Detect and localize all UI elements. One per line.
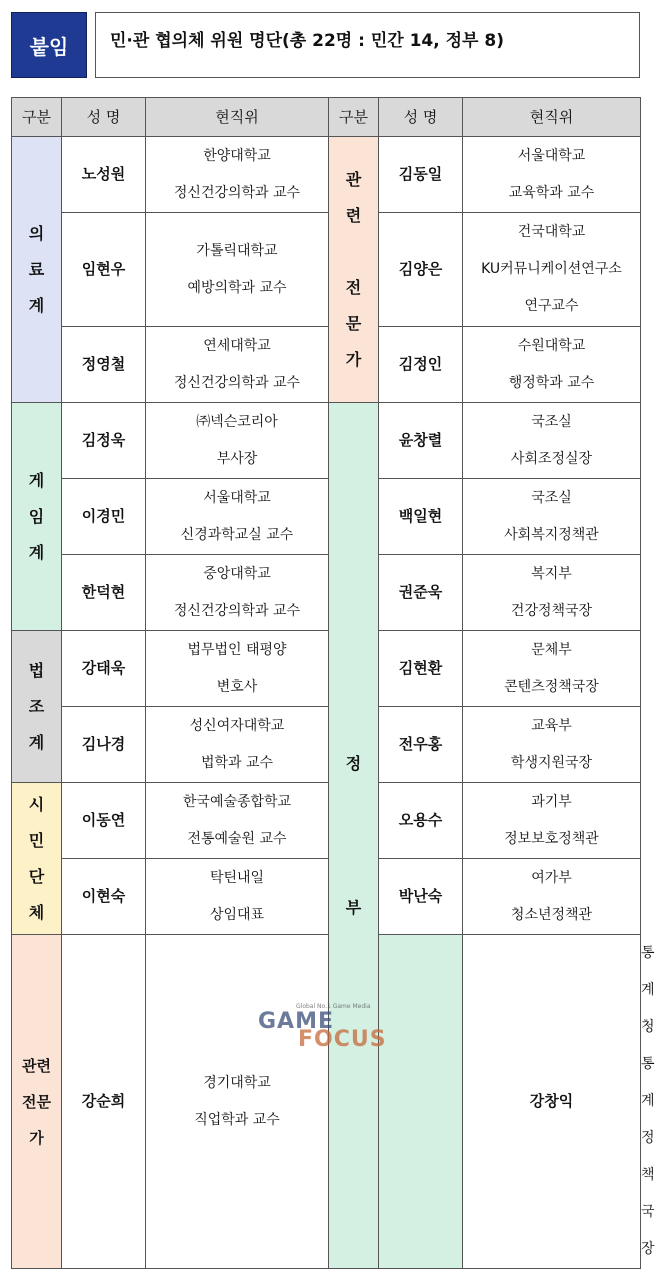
member-position: 한국예술종합학교 전통예술원 교수 [146,783,329,859]
document-title: 민·관 협의체 위원 명단(총 22명 : 민간 14, 정부 8) [95,12,640,78]
member-name: 노성원 [62,137,146,213]
category-related-experts: 관 련 전 문 가 [329,137,379,403]
member-position: 건국대학교 KU커뮤니케이션연구소 연구교수 [463,213,641,327]
member-name: 정영철 [62,327,146,403]
member-name: 이현숙 [62,859,146,935]
member-name: 김정인 [379,327,463,403]
member-name: 오용수 [379,783,463,859]
member-position: 한양대학교 정신건강의학과 교수 [146,137,329,213]
member-name: 김나경 [62,707,146,783]
table-row [12,479,641,555]
member-position: 국조실 사회복지정책관 [463,479,641,555]
member-name: 백일현 [379,479,463,555]
member-position: 중앙대학교 정신건강의학과 교수 [146,555,329,631]
member-name: 강순희 [62,935,146,1269]
table-row [12,555,641,631]
table-header-row [12,98,641,137]
member-name: 김정욱 [62,403,146,479]
table-row: 관련 전문 가 강순희 경기대학교 직업학과 교수 강창익 통계청 통계정책국장 [12,935,641,1269]
category-government-cont [379,935,463,1269]
member-position: 수원대학교 행정학과 교수 [463,327,641,403]
member-position: ㈜넥슨코리아 부사장 [146,403,329,479]
member-position: 법무법인 태평양 변호사 [146,631,329,707]
member-name: 한덕현 [62,555,146,631]
category-game: 게 임 계 [12,403,62,631]
member-name: 이동연 [62,783,146,859]
member-name: 김현환 [379,631,463,707]
member-name: 임현우 [62,213,146,327]
table-row [12,213,641,327]
table-row [12,327,641,403]
member-position: 국조실 사회조정실장 [463,403,641,479]
header-name: 성 명 [379,98,463,137]
header-name: 성 명 [62,98,146,137]
table-row [12,403,641,479]
member-name: 윤창렬 [379,403,463,479]
attachment-badge: 붙임 [11,12,87,78]
category-government: 정 부 [329,403,379,1269]
member-position: 교육부 학생지원국장 [463,707,641,783]
member-position: 성신여자대학교 법학과 교수 [146,707,329,783]
table-row [12,707,641,783]
member-position: 복지부 건강정책국장 [463,555,641,631]
member-position: 서울대학교 신경과학교실 교수 [146,479,329,555]
member-name: 김양은 [379,213,463,327]
member-name: 강창익 [463,935,641,1269]
header-category: 구분 [12,98,62,137]
header-position: 현직위 [146,98,329,137]
member-position: 여가부 청소년정책관 [463,859,641,935]
category-law: 법 조 계 [12,631,62,783]
table-row [12,783,641,859]
table-row [12,137,641,213]
member-name: 권준욱 [379,555,463,631]
member-position: 경기대학교 직업학과 교수 [146,935,329,1269]
member-position: 가톨릭대학교 예방의학과 교수 [146,213,329,327]
member-position: 과기부 정보보호정책관 [463,783,641,859]
member-position: 연세대학교 정신건강의학과 교수 [146,327,329,403]
member-name: 김동일 [379,137,463,213]
header-category: 구분 [329,98,379,137]
member-position: 서울대학교 교육학과 교수 [463,137,641,213]
member-name: 이경민 [62,479,146,555]
member-name: 전우홍 [379,707,463,783]
member-name: 강태욱 [62,631,146,707]
table-row [12,631,641,707]
category-civic: 시 민 단 체 [12,783,62,935]
category-related-experts: 관련 전문 가 [12,935,62,1269]
committee-member-table [11,97,655,1269]
category-medical: 의 료 계 [12,137,62,403]
gamefocus-watermark-logo: Global No.1 Game Media GAME FOCUS [258,1003,387,1052]
member-name: 박난숙 [379,859,463,935]
member-position: 문체부 콘텐츠정책국장 [463,631,641,707]
header-position: 현직위 [463,98,641,137]
member-position: 탁틴내일 상임대표 [146,859,329,935]
table-row [12,859,641,935]
